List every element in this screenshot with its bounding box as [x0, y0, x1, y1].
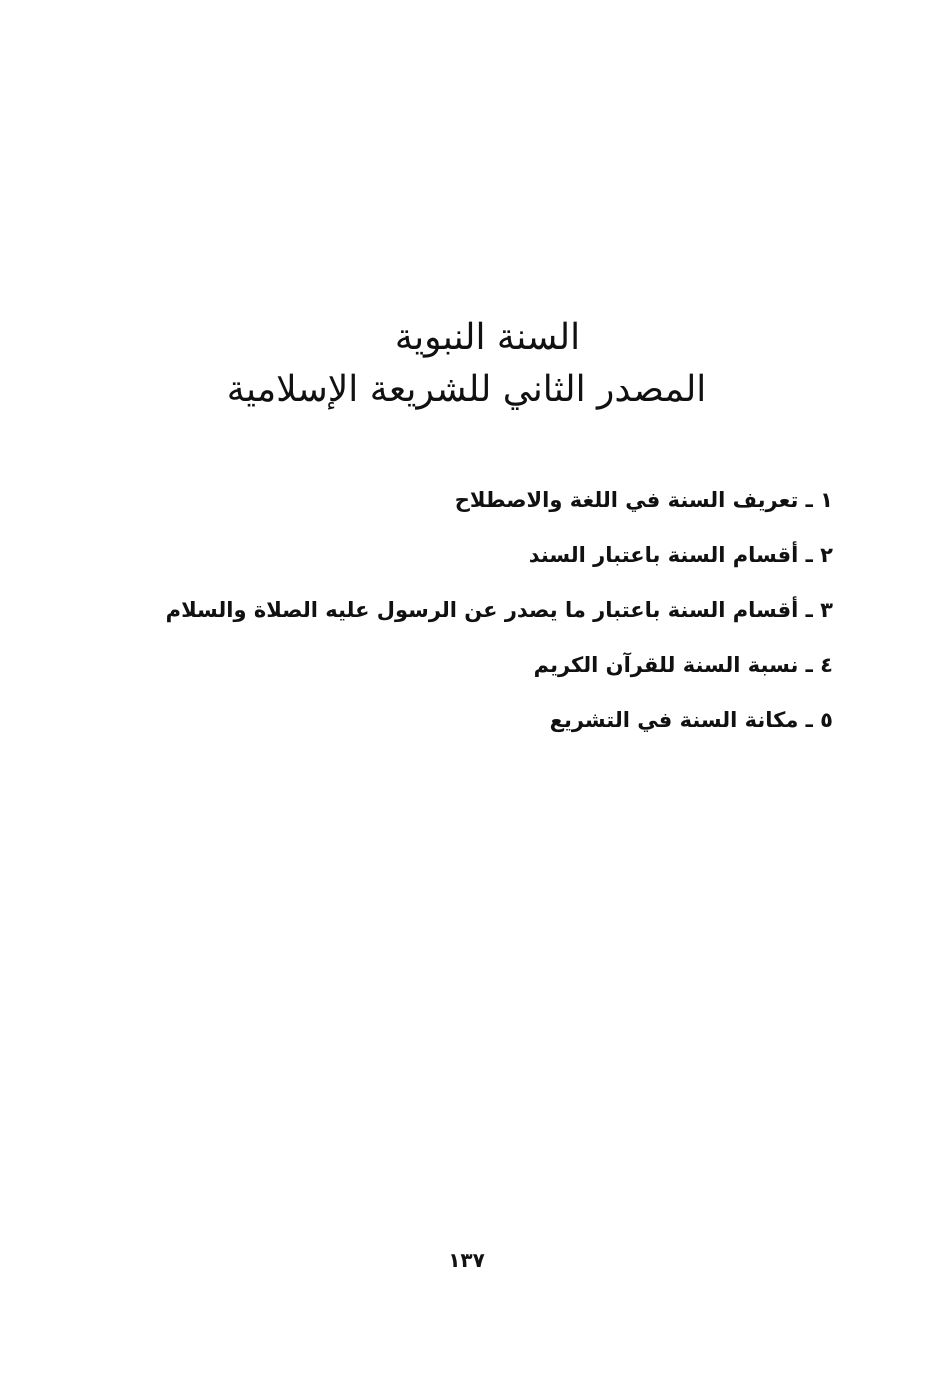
contents-item-1: ١ ـ تعريف السنة في اللغة والاصطلاح: [454, 488, 833, 512]
chapter-title-line-1: السنة النبوية: [394, 317, 581, 358]
chapter-contents-list: [93, 486, 833, 761]
page-number: ١٣٧: [448, 1248, 485, 1272]
chapter-title-line-2: المصدر الثاني للشريعة الإسلامية: [226, 369, 707, 410]
contents-item-2: ٢ ـ أقسام السنة باعتبار السند: [528, 543, 833, 567]
contents-item-5: ٥ ـ مكانة السنة في التشريع: [549, 708, 833, 732]
contents-item-4: ٤ ـ نسبة السنة للقرآن الكريم: [533, 653, 833, 677]
chapter-title: [0, 312, 933, 416]
contents-item-3: ٣ ـ أقسام السنة باعتبار ما يصدر عن الرسول عليه الصلاة والسلام: [165, 598, 833, 622]
